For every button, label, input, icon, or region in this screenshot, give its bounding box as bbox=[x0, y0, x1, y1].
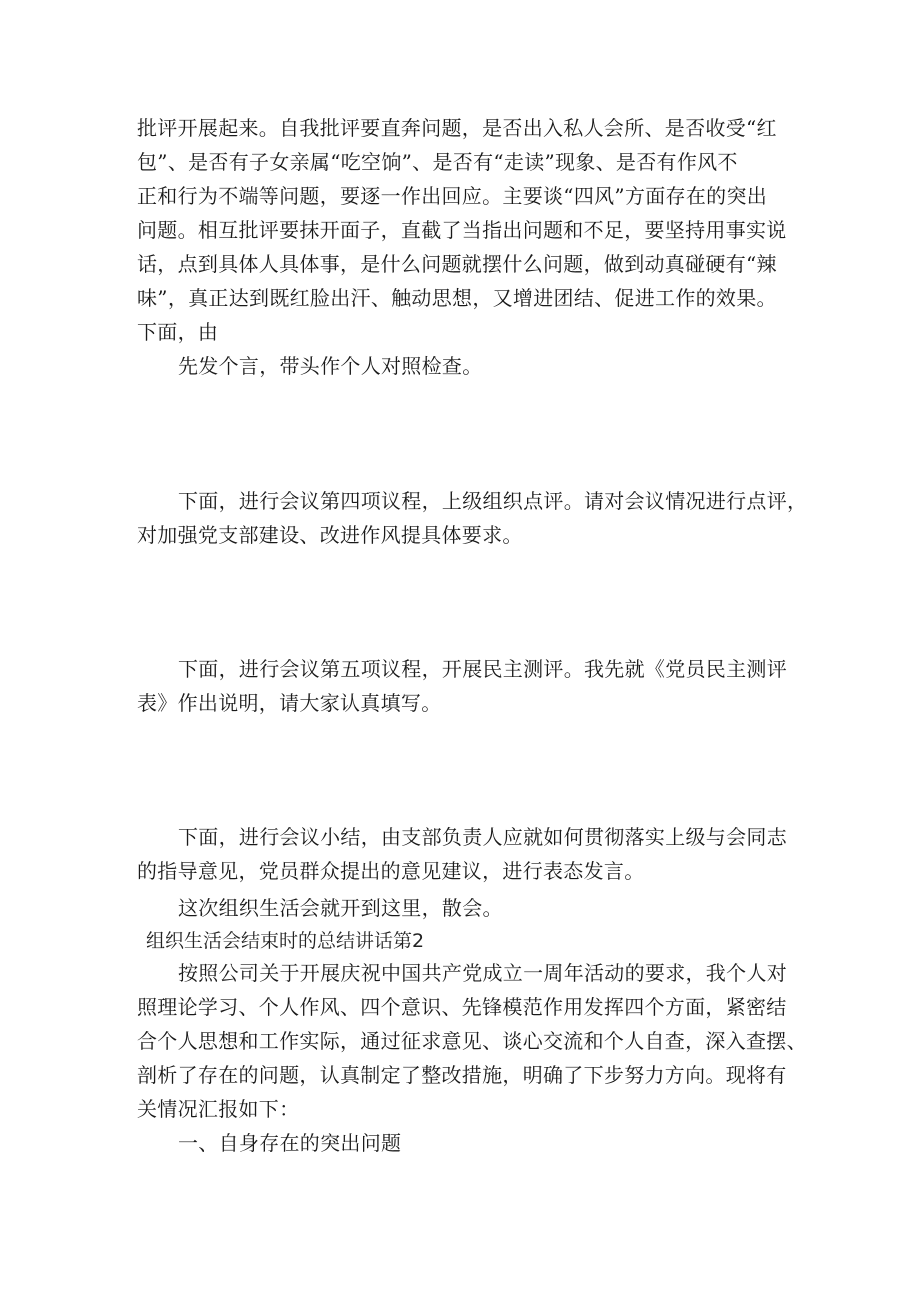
paragraph-line: 正和行为不端等问题，要逐一作出回应。主要谈“四风”方面存在的突出 bbox=[137, 184, 768, 208]
paragraph-line: 下面，进行会议小结，由支部负责人应就如何贯彻落实上级与会同志 bbox=[178, 825, 787, 849]
paragraph-line: 下面，进行会议第五项议程，开展民主测评。我先就《党员民主测评 bbox=[178, 657, 787, 681]
paragraph-line: 剖析了存在的问题，认真制定了整改措施，明确了下步努力方向。现将有 bbox=[137, 1063, 787, 1087]
paragraph-line: 关情况汇报如下： bbox=[137, 1097, 300, 1121]
paragraph-line: 下面，由 bbox=[137, 320, 219, 344]
paragraph-line: 下面，进行会议第四项议程，上级组织点评。请对会议情况进行点评， bbox=[178, 489, 808, 513]
paragraph-line: 对加强党支部建设、改进作风提具体要求。 bbox=[137, 523, 523, 547]
paragraph-line: 先发个言，带头作个人对照检查。 bbox=[178, 354, 483, 378]
paragraph-line: 的指导意见，党员群众提出的意见建议，进行表态发言。 bbox=[137, 859, 645, 883]
paragraph-line: 这次组织生活会就开到这里，散会。 bbox=[178, 896, 503, 920]
section-subheading: 一、自身存在的突出问题 bbox=[178, 1131, 402, 1155]
article-title: 组织生活会结束时的总结讲话第2 bbox=[146, 930, 425, 952]
paragraph-line: 话，点到具体人具体事，是什么问题就摆什么问题，做到动真碰硬有“辣 bbox=[137, 252, 777, 276]
paragraph-line: 照理论学习、个人作风、四个意识、先锋模范作用发挥四个方面，紧密结 bbox=[137, 995, 787, 1019]
paragraph-line: 包”、是否有子女亲属“吃空饷”、是否有“走读”现象、是否有作风不 bbox=[137, 150, 738, 174]
paragraph-line: 批评开展起来。自我批评要直奔问题，是否出入私人会所、是否收受“红 bbox=[137, 116, 777, 140]
paragraph-line: 味”，真正达到既红脸出汗、触动思想，又增进团结、促进工作的效果。 bbox=[137, 286, 777, 310]
paragraph-line: 合个人思想和工作实际，通过征求意见、谈心交流和个人自查，深入查摆、 bbox=[137, 1029, 807, 1053]
paragraph-line: 按照公司关于开展庆祝中国共产党成立一周年活动的要求，我个人对 bbox=[178, 961, 787, 985]
paragraph-line: 问题。相互批评要抹开面子，直截了当指出问题和不足，要坚持用事实说 bbox=[137, 218, 787, 242]
paragraph-line: 表》作出说明，请大家认真填写。 bbox=[137, 691, 442, 715]
